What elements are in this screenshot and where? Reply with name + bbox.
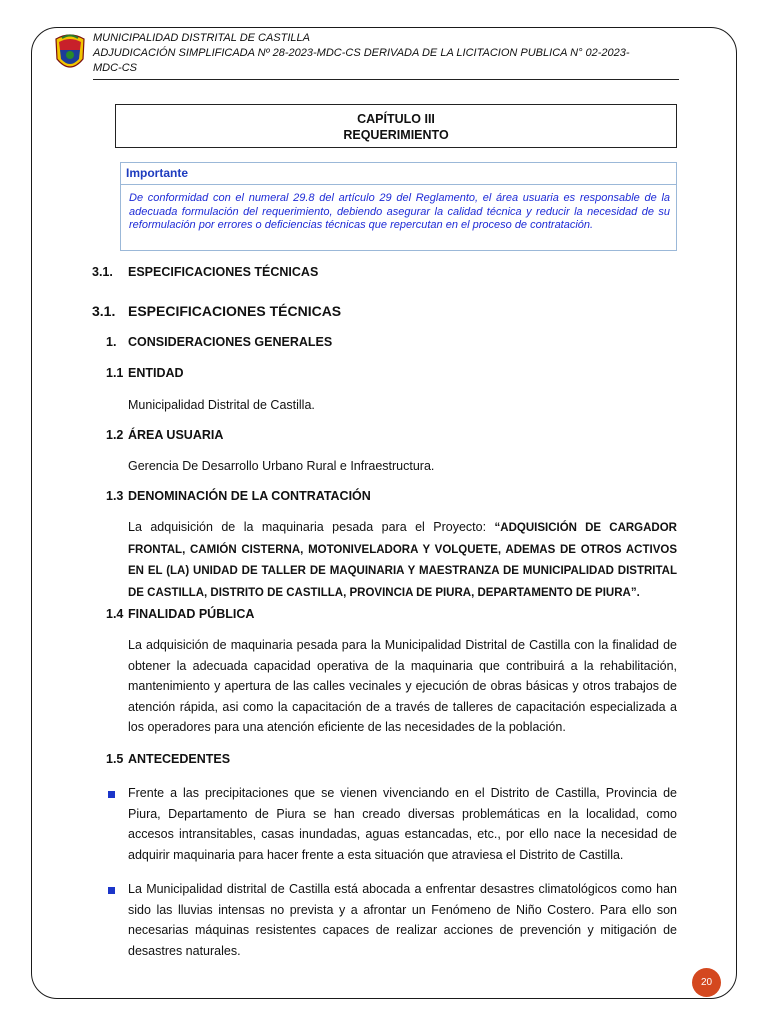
- section-heading-1-3: [106, 489, 371, 503]
- bullet-marker: [108, 887, 115, 894]
- header-rule: [93, 79, 679, 80]
- section-number: 1.3: [106, 489, 124, 503]
- page-number-badge: 20: [692, 968, 721, 997]
- section-title: ESPECIFICACIONES TÉCNICAS: [128, 303, 342, 319]
- finalidad-text: La adquisición de maquinaria pesada para la Municipalidad Distrital de Castilla con la finalidad de obtener la adecuada capacidad operativa de la maquinaria que contribuirá a la rehabilitación, mantenimiento y apertura de las calles vecinales y ejecución de obras básicas y otros trabajos de atención rápida, asi como la capacitación de a través de talleres de capacitación especializada a los operadores para una atención eficiente de las necesidades de la población.: [128, 638, 677, 734]
- section-heading-1-1: [106, 366, 184, 380]
- section-number: 1.5: [106, 752, 124, 766]
- section-number: 3.1.: [92, 303, 116, 319]
- bullet-marker: [108, 791, 115, 798]
- section-heading-1-4: [106, 607, 254, 621]
- important-note-box: [120, 162, 677, 251]
- important-title: Importante: [126, 166, 189, 180]
- document-header: [93, 31, 679, 76]
- section-title: ENTIDAD: [128, 366, 184, 380]
- section-number: 3.1.: [92, 265, 113, 279]
- section-title: CONSIDERACIONES GENERALES: [128, 335, 333, 349]
- important-text: De conformidad con el numeral 29.8 del artículo 29 del Reglamento, el área usuaria es responsable de la adecuada formulación del requerimiento, debiendo asegurar la calidad técnica y reducir la necesidad de su reformulación por errores o deficiencias técnicas que repercutan en el proceso de contratación.: [129, 192, 670, 231]
- antecedentes-bullet-2: La Municipalidad distrital de Castilla está abocada a enfrentar desastres climatológicos como han sido las lluvias intensas no prevista y a afrontar un Fenómeno de Niño Costero. Para ello son necesarias máquinas resistentes capaces de realizar acciones de prevención y mitigación de desastres naturales.: [128, 882, 677, 958]
- header-line-3: MDC-CS: [93, 62, 137, 74]
- section-number: 1.: [106, 335, 117, 349]
- header-line-1: MUNICIPALIDAD DISTRITAL DE CASTILLA: [93, 32, 310, 44]
- antecedentes-bullet-1: Frente a las precipitaciones que se vienen vivenciando en el Distrito de Castilla, Provincia de Piura, Departamento de Piura se han creado diversas problemáticas en la localidad, como accesos intransitables, casas inundadas, aguas estancadas, etc., por ello nace la necesidad de adquirir maquinaria para hacer frente a esta situación que atraviesa el Distrito de Castilla.: [128, 786, 677, 862]
- denominacion-text: [128, 517, 677, 603]
- section-heading-3-1-second: [92, 303, 341, 319]
- denominacion-intro: La adquisición de la maquinaria pesada para el Proyecto:: [128, 520, 495, 534]
- section-heading-1-2: [106, 428, 223, 442]
- area-usuaria-text: Gerencia De Desarrollo Urbano Rural e Infraestructura.: [128, 459, 435, 473]
- section-title: ÁREA USUARIA: [128, 428, 224, 442]
- denominacion-project-name: “ADQUISICIÓN DE CARGADOR FRONTAL, CAMIÓN CISTERNA, MOTONIVELADORA Y VOLQUETE, ADEMAS DE OTROS ACTIVOS EN EL (LA) UNIDAD DE TALLER DE MAQUINARIA Y MAESTRANZA DE MUNICIPALIDAD DISTRITAL DE CASTILLA, DISTRITO DE CASTILLA, PROVINCIA DE PIURA, DEPARTAMENTO DE PIURA”.: [128, 522, 677, 599]
- chapter-title: CAPÍTULO III: [357, 112, 435, 126]
- section-title: ANTECEDENTES: [128, 752, 231, 766]
- municipal-crest-logo: [52, 33, 88, 75]
- section-title: FINALIDAD PÚBLICA: [128, 607, 255, 621]
- chapter-title-box: [115, 104, 677, 148]
- section-heading-1: [106, 335, 332, 349]
- section-heading-3-1-first: [92, 265, 318, 279]
- section-title: ESPECIFICACIONES TÉCNICAS: [128, 265, 319, 279]
- entidad-text: Municipalidad Distrital de Castilla.: [128, 398, 315, 412]
- section-number: 1.1: [106, 366, 124, 380]
- important-divider: [121, 184, 676, 185]
- section-number: 1.4: [106, 607, 124, 621]
- section-title: DENOMINACIÓN DE LA CONTRATACIÓN: [128, 489, 371, 503]
- section-heading-1-5: [106, 752, 230, 766]
- section-number: 1.2: [106, 428, 124, 442]
- header-line-2: ADJUDICACIÓN SIMPLIFICADA Nº 28-2023-MDC-CS DERIVADA DE LA LICITACION PUBLICA N° 02-2023-: [93, 47, 630, 59]
- chapter-subtitle: REQUERIMIENTO: [343, 128, 449, 142]
